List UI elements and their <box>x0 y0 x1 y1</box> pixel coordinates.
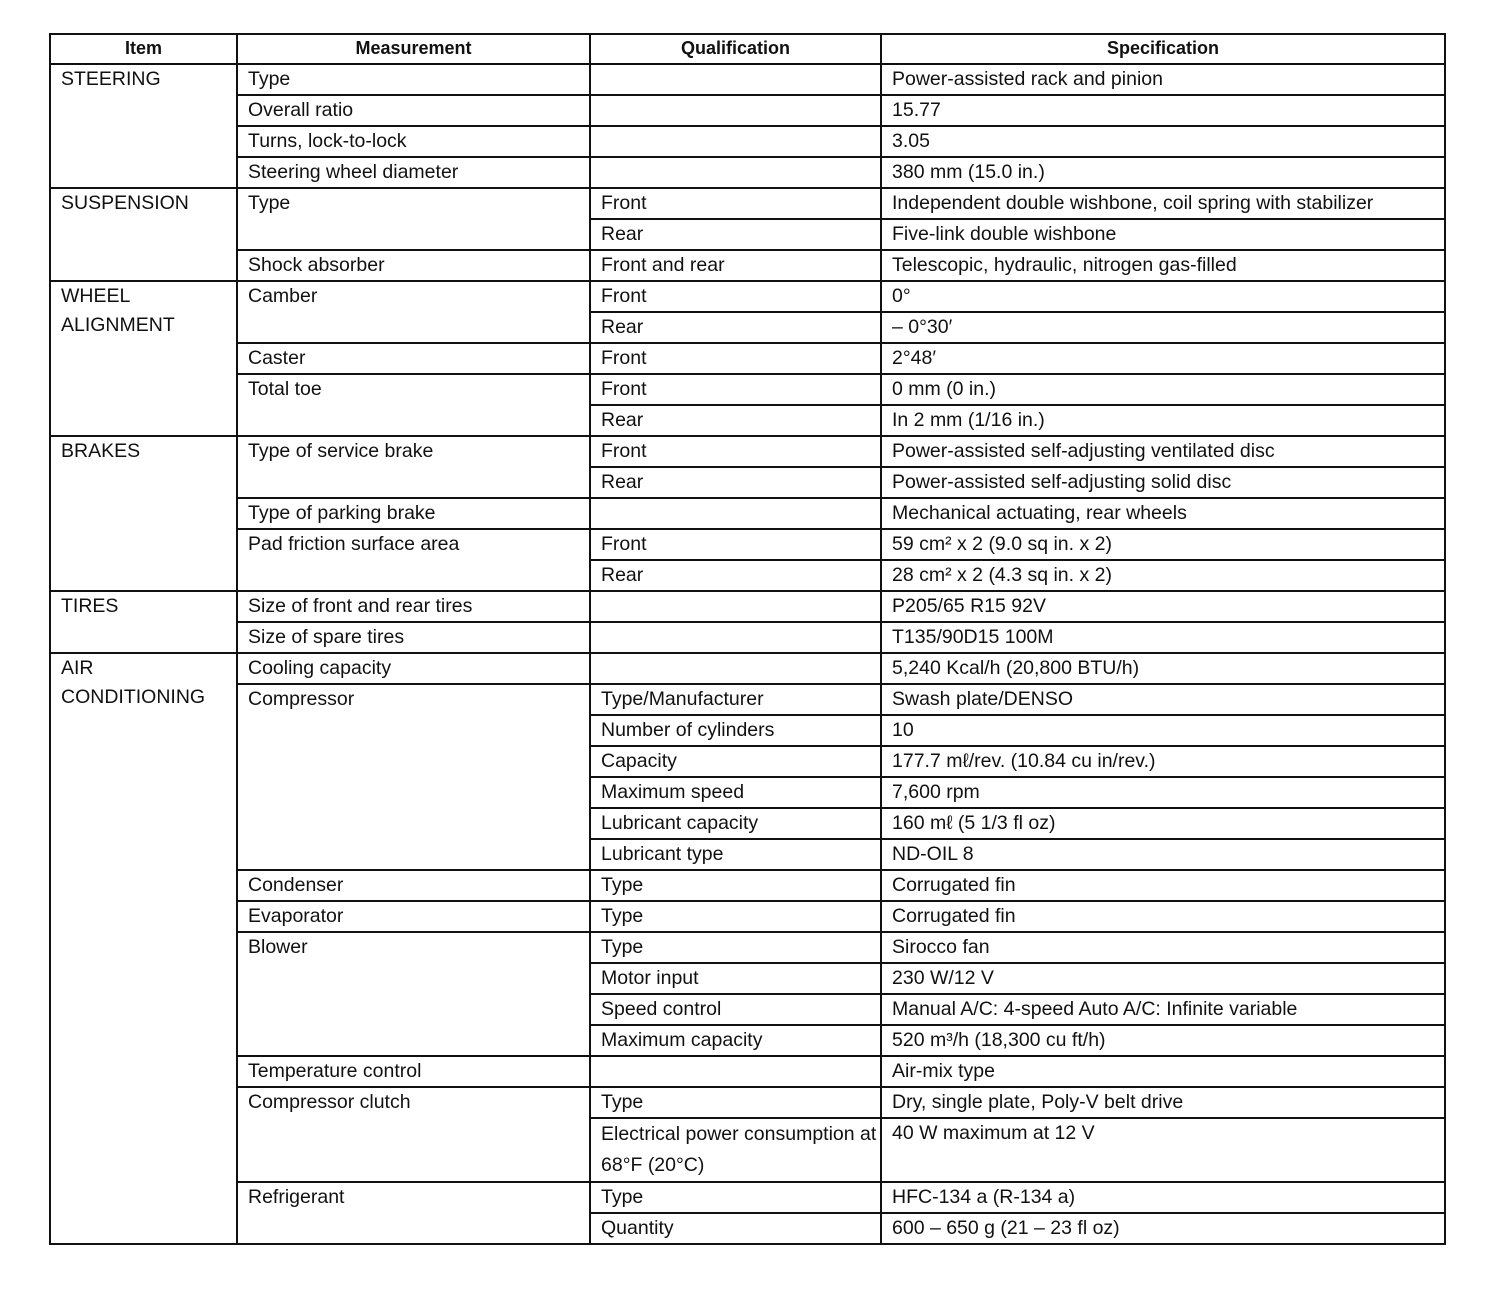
header-qualification: Qualification <box>590 34 881 64</box>
specification-cell: Corrugated fin <box>881 901 1445 932</box>
table-row <box>50 591 1445 622</box>
specification-cell: Dry, single plate, Poly-V belt drive <box>881 1087 1445 1118</box>
measurement-cell: Steering wheel diameter <box>237 157 590 188</box>
table-row <box>50 281 1445 312</box>
table-row <box>50 157 1445 188</box>
specification-cell: Five-link double wishbone <box>881 219 1445 250</box>
qualification-cell <box>590 653 881 684</box>
specification-cell: 5,240 Kcal/h (20,800 BTU/h) <box>881 653 1445 684</box>
measurement-cell: Type <box>237 64 590 95</box>
measurement-cell: Shock absorber <box>237 250 590 281</box>
header-item: Item <box>50 34 237 64</box>
qualification-cell: Rear <box>590 219 881 250</box>
measurement-cell: Blower <box>237 932 590 1056</box>
specification-cell: Sirocco fan <box>881 932 1445 963</box>
qualification-cell: Front <box>590 188 881 219</box>
header-measurement: Measurement <box>237 34 590 64</box>
specification-cell: T135/90D15 100M <box>881 622 1445 653</box>
specification-cell: Corrugated fin <box>881 870 1445 901</box>
table-row <box>50 343 1445 374</box>
measurement-cell: Size of front and rear tires <box>237 591 590 622</box>
specification-cell: Independent double wishbone, coil spring with stabilizer <box>881 188 1445 219</box>
qualification-cell: Front <box>590 374 881 405</box>
specification-cell: 0° <box>881 281 1445 312</box>
qualification-cell <box>590 622 881 653</box>
measurement-cell: Turns, lock-to-lock <box>237 126 590 157</box>
specification-cell: Telescopic, hydraulic, nitrogen gas-filled <box>881 250 1445 281</box>
specification-cell: 0 mm (0 in.) <box>881 374 1445 405</box>
qualification-cell <box>590 126 881 157</box>
table-row <box>50 653 1445 684</box>
qualification-cell: Type <box>590 901 881 932</box>
specification-cell: 7,600 rpm <box>881 777 1445 808</box>
specification-cell: 160 mℓ (5 1/3 fl oz) <box>881 808 1445 839</box>
qualification-cell: Capacity <box>590 746 881 777</box>
qualification-cell: Front <box>590 343 881 374</box>
table-row <box>50 622 1445 653</box>
qualification-cell <box>590 64 881 95</box>
qualification-cell: Type/Manufacturer <box>590 684 881 715</box>
qualification-cell: Lubricant capacity <box>590 808 881 839</box>
item-brakes: BRAKES <box>50 436 237 591</box>
specification-cell: 3.05 <box>881 126 1445 157</box>
item-line: WHEEL <box>61 285 131 307</box>
table-row <box>50 1087 1445 1118</box>
item-line: ALIGNMENT <box>61 314 175 336</box>
measurement-cell: Size of spare tires <box>237 622 590 653</box>
qualification-cell: Number of cylinders <box>590 715 881 746</box>
measurement-cell: Evaporator <box>237 901 590 932</box>
specification-cell: 2°48′ <box>881 343 1445 374</box>
qualification-cell <box>590 157 881 188</box>
specification-cell: Power-assisted self-adjusting ventilated disc <box>881 436 1445 467</box>
measurement-cell: Condenser <box>237 870 590 901</box>
measurement-cell: Compressor clutch <box>237 1087 590 1182</box>
measurement-cell: Camber <box>237 281 590 343</box>
item-line: CONDITIONING <box>61 686 206 708</box>
measurement-cell: Compressor <box>237 684 590 870</box>
specification-cell: Air-mix type <box>881 1056 1445 1087</box>
specification-cell: 177.7 mℓ/rev. (10.84 cu in/rev.) <box>881 746 1445 777</box>
qualification-cell <box>590 498 881 529</box>
qualification-cell: Rear <box>590 312 881 343</box>
specification-cell: 28 cm² x 2 (4.3 sq in. x 2) <box>881 560 1445 591</box>
qualification-cell: Type <box>590 1087 881 1118</box>
table-row <box>50 932 1445 963</box>
table-row <box>50 498 1445 529</box>
table-row <box>50 126 1445 157</box>
qualification-cell: Rear <box>590 405 881 436</box>
item-air-conditioning <box>50 653 237 1244</box>
measurement-cell: Refrigerant <box>237 1182 590 1244</box>
qualification-cell: Motor input <box>590 963 881 994</box>
table-row <box>50 436 1445 467</box>
qualification-cell: Type <box>590 870 881 901</box>
header-specification: Specification <box>881 34 1445 64</box>
specification-cell: 59 cm² x 2 (9.0 sq in. x 2) <box>881 529 1445 560</box>
qualification-cell: Front and rear <box>590 250 881 281</box>
table-row <box>50 374 1445 405</box>
measurement-cell: Total toe <box>237 374 590 436</box>
specification-cell: Manual A/C: 4-speed Auto A/C: Infinite variable <box>881 994 1445 1025</box>
table-row <box>50 188 1445 219</box>
item-tires: TIRES <box>50 591 237 653</box>
qualification-cell: Quantity <box>590 1213 881 1244</box>
table-row <box>50 1182 1445 1213</box>
qualification-cell <box>590 591 881 622</box>
qualification-cell: Speed control <box>590 994 881 1025</box>
qualification-cell: Maximum capacity <box>590 1025 881 1056</box>
item-steering: STEERING <box>50 64 237 188</box>
item-line: AIR <box>61 657 94 679</box>
header-row <box>50 34 1445 64</box>
qualification-cell <box>590 95 881 126</box>
measurement-cell: Caster <box>237 343 590 374</box>
table-row <box>50 250 1445 281</box>
specification-cell: 230 W/12 V <box>881 963 1445 994</box>
specification-cell: Power-assisted self-adjusting solid disc <box>881 467 1445 498</box>
table-row <box>50 529 1445 560</box>
qualification-cell: Front <box>590 281 881 312</box>
qualification-cell: Electrical power consumption at 68°F (20°C) <box>590 1118 881 1182</box>
specification-cell: 520 m³/h (18,300 cu ft/h) <box>881 1025 1445 1056</box>
item-suspension: SUSPENSION <box>50 188 237 281</box>
table-row <box>50 64 1445 95</box>
qualification-cell: Type <box>590 1182 881 1213</box>
measurement-cell: Pad friction surface area <box>237 529 590 591</box>
specification-cell: 40 W maximum at 12 V <box>881 1118 1445 1182</box>
specification-cell: HFC-134 a (R-134 a) <box>881 1182 1445 1213</box>
specification-cell: 380 mm (15.0 in.) <box>881 157 1445 188</box>
specifications-table <box>49 33 1446 1245</box>
specification-cell: 15.77 <box>881 95 1445 126</box>
measurement-cell: Type <box>237 188 590 250</box>
specification-cell: Swash plate/DENSO <box>881 684 1445 715</box>
specification-cell: Power-assisted rack and pinion <box>881 64 1445 95</box>
item-wheel-alignment <box>50 281 237 436</box>
table-row <box>50 901 1445 932</box>
qualification-cell: Rear <box>590 467 881 498</box>
qualification-cell: Lubricant type <box>590 839 881 870</box>
table-row <box>50 684 1445 715</box>
specification-cell: ND-OIL 8 <box>881 839 1445 870</box>
measurement-cell: Type of parking brake <box>237 498 590 529</box>
specification-cell: Mechanical actuating, rear wheels <box>881 498 1445 529</box>
qualification-cell: Maximum speed <box>590 777 881 808</box>
qualification-cell: Type <box>590 932 881 963</box>
qualification-cell: Rear <box>590 560 881 591</box>
specification-cell: 10 <box>881 715 1445 746</box>
specification-cell: In 2 mm (1/16 in.) <box>881 405 1445 436</box>
table-row <box>50 870 1445 901</box>
measurement-cell: Type of service brake <box>237 436 590 498</box>
measurement-cell: Temperature control <box>237 1056 590 1087</box>
measurement-cell: Overall ratio <box>237 95 590 126</box>
specification-cell: 600 – 650 g (21 – 23 fl oz) <box>881 1213 1445 1244</box>
qualification-cell <box>590 1056 881 1087</box>
qualification-cell: Front <box>590 529 881 560</box>
measurement-cell: Cooling capacity <box>237 653 590 684</box>
table-row <box>50 1056 1445 1087</box>
specification-cell: P205/65 R15 92V <box>881 591 1445 622</box>
specification-cell: – 0°30′ <box>881 312 1445 343</box>
qualification-cell: Front <box>590 436 881 467</box>
table-row <box>50 95 1445 126</box>
